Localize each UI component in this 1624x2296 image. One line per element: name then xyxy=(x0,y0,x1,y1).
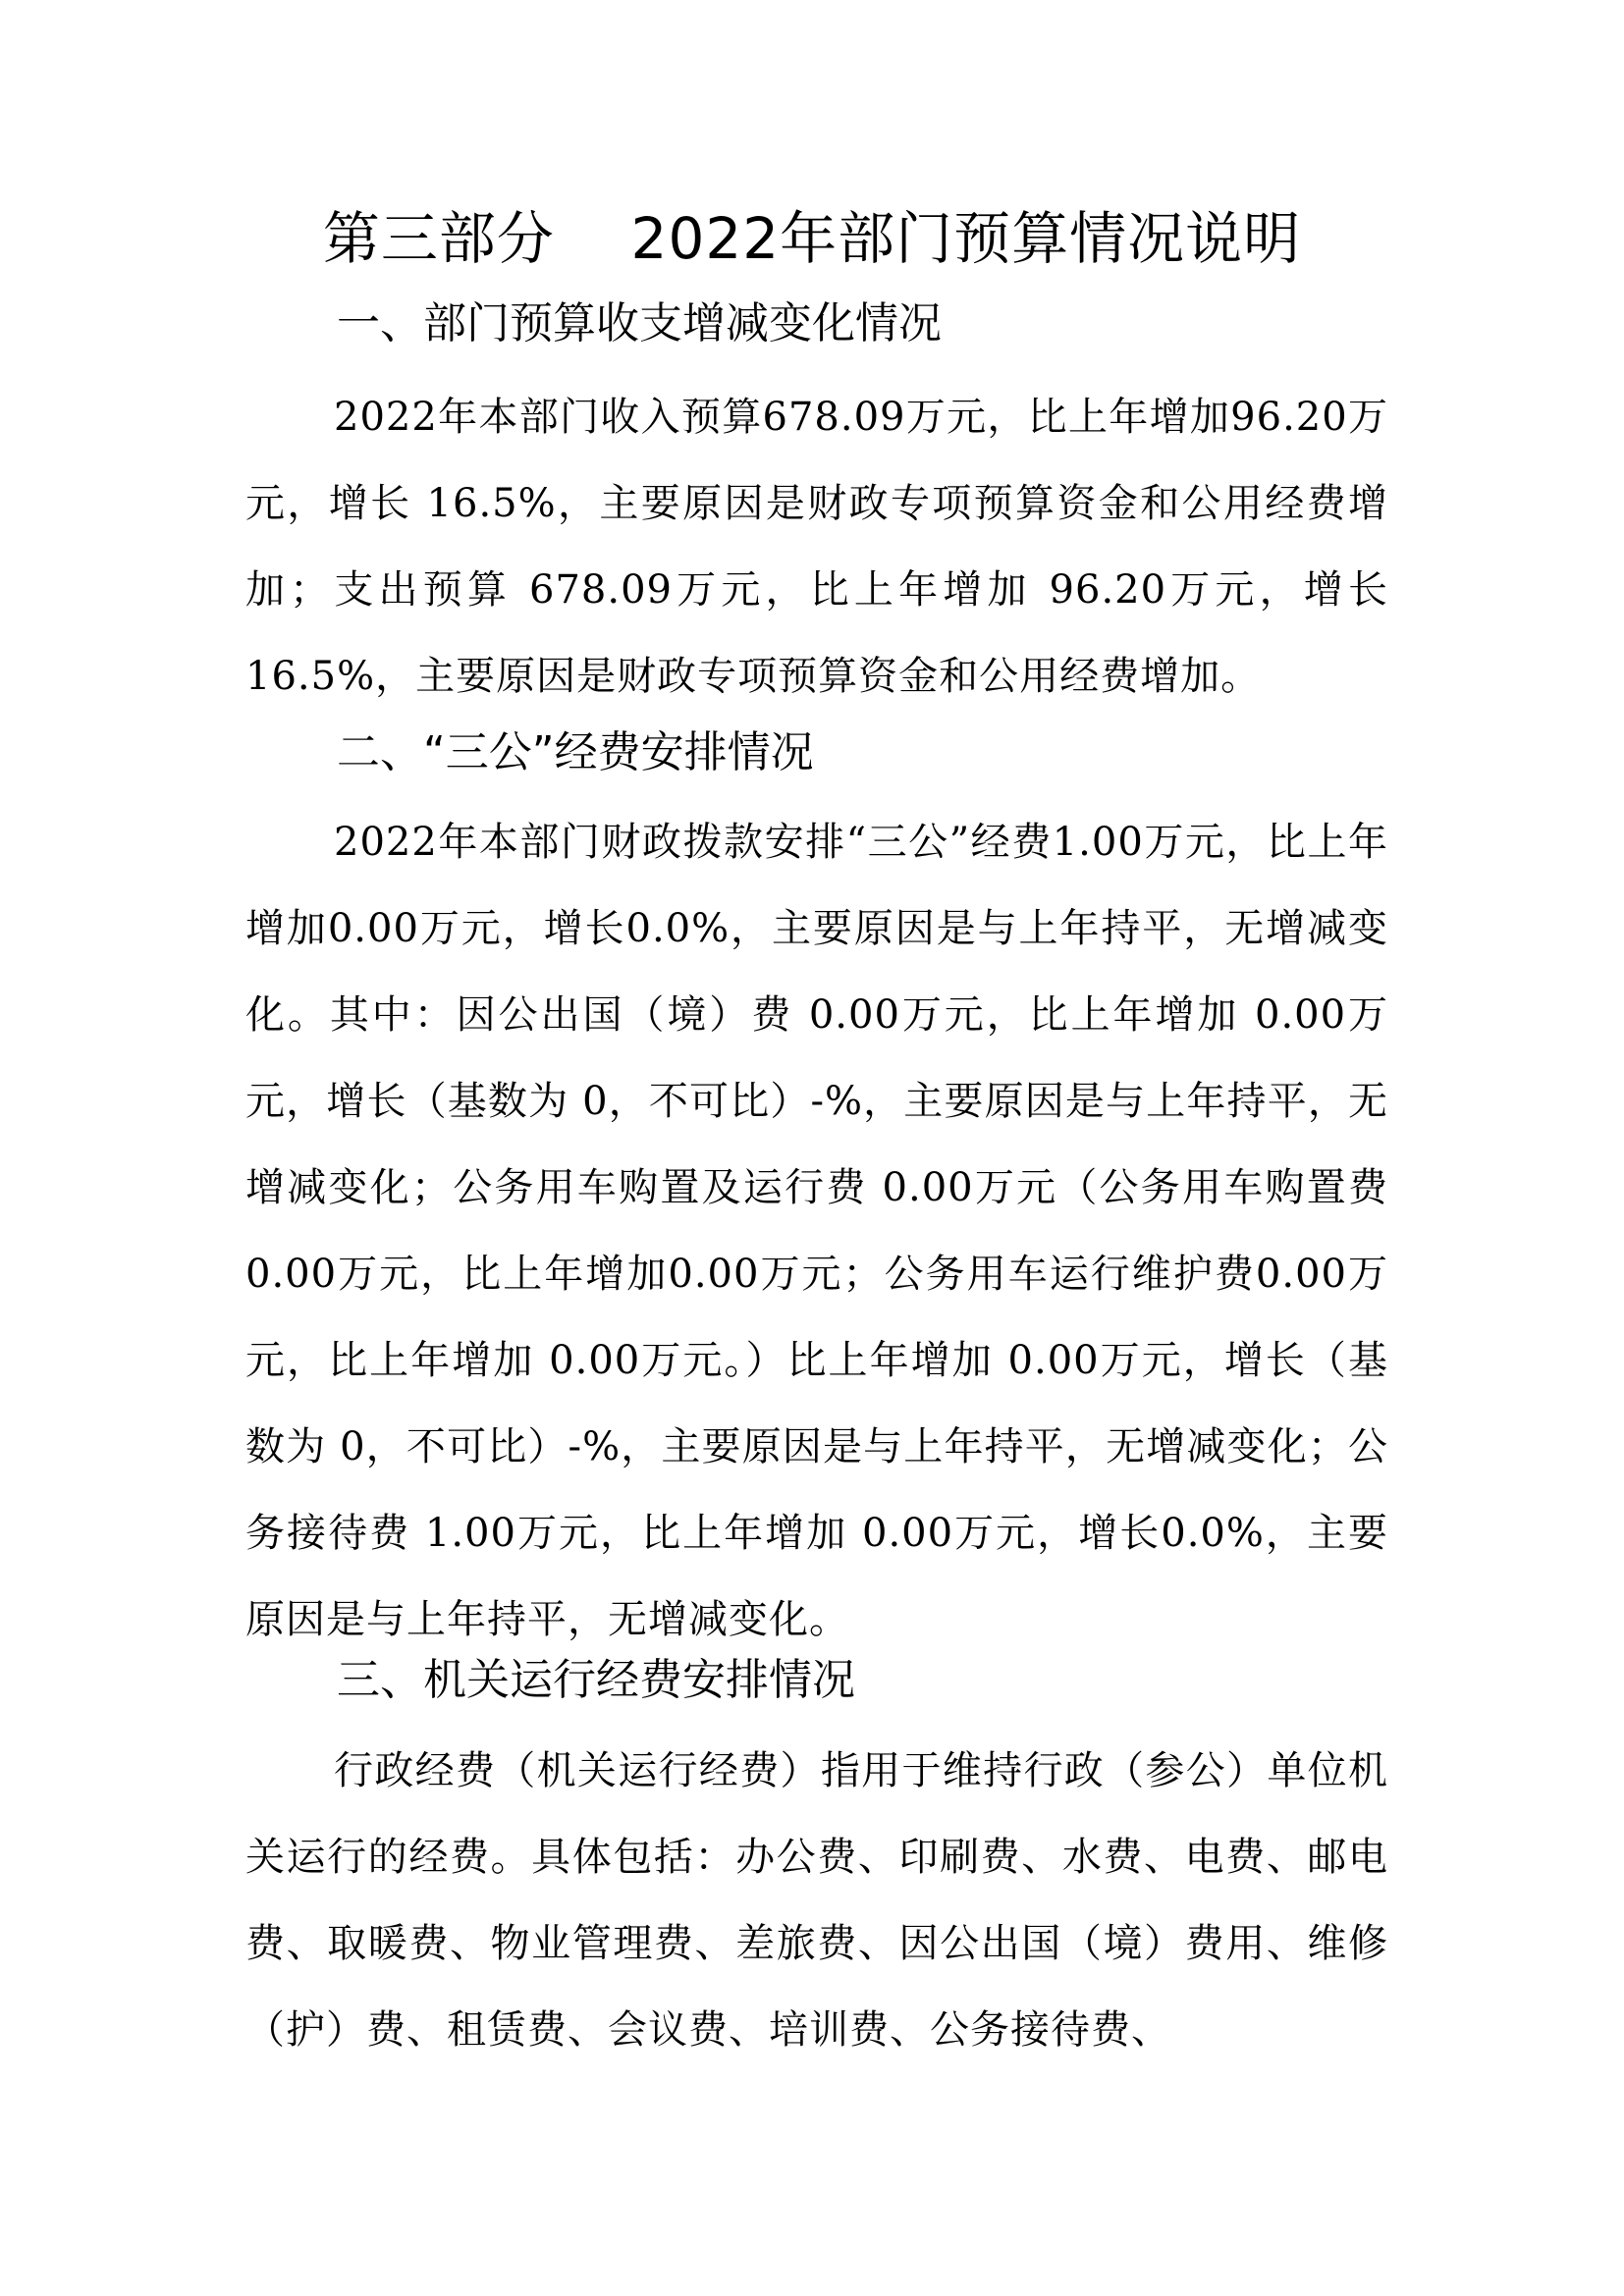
section-heading-three-public-expenses: 二、“三公”经费安排情况 xyxy=(337,727,814,777)
section-heading-operating-expenses: 三、机关运行经费安排情况 xyxy=(337,1655,855,1705)
section-paragraph-three-public-expenses: 2022年本部门财政拨款安排“三公”经费1.00万元，比上年增加0.00万元，增长0.0%，主要原因是与上年持平，无增减变化。其中：因公出国（境）费 0.00万元，比上年增加 0.00万元，增长（基数为 0，不可比）-%，主要原因是与上年持平，无增减变化；公务用车购置及运行费 0.00万元（公务用车购置费0.00万元，比上年增加0.00万元；公务用车运行维护费0.00万元，比上年增加 0.00万元。）比上年增加 0.00万元，增长（基数为 0，不可比）-%，主要原因是与上年持平，无增减变化；公务接待费 1.00万元，比上年增加 0.00万元，增长0.0%，主要原因是与上年持平，无增减变化。 xyxy=(245,820,1388,1642)
section-heading-budget-changes: 一、部门预算收支增减变化情况 xyxy=(337,298,942,348)
section-paragraph-budget-changes: 2022年本部门收入预算678.09万元，比上年增加96.20万元，增长 16.5%，主要原因是财政专项预算资金和公用经费增加；支出预算 678.09万元，比上年增加 96.20万元，增长16.5%，主要原因是财政专项预算资金和公用经费增加。 xyxy=(245,395,1388,699)
page-title: 第三部分 2022年部门预算情况说明 xyxy=(322,205,1302,272)
section-paragraph-operating-expenses: 行政经费（机关运行经费）指用于维持行政（参公）单位机关运行的经费。具体包括：办公费、印刷费、水费、电费、邮电费、取暖费、物业管理费、差旅费、因公出国（境）费用、维修（护）费、租赁费、会议费、培训费、公务接待费、 xyxy=(245,1748,1388,2053)
